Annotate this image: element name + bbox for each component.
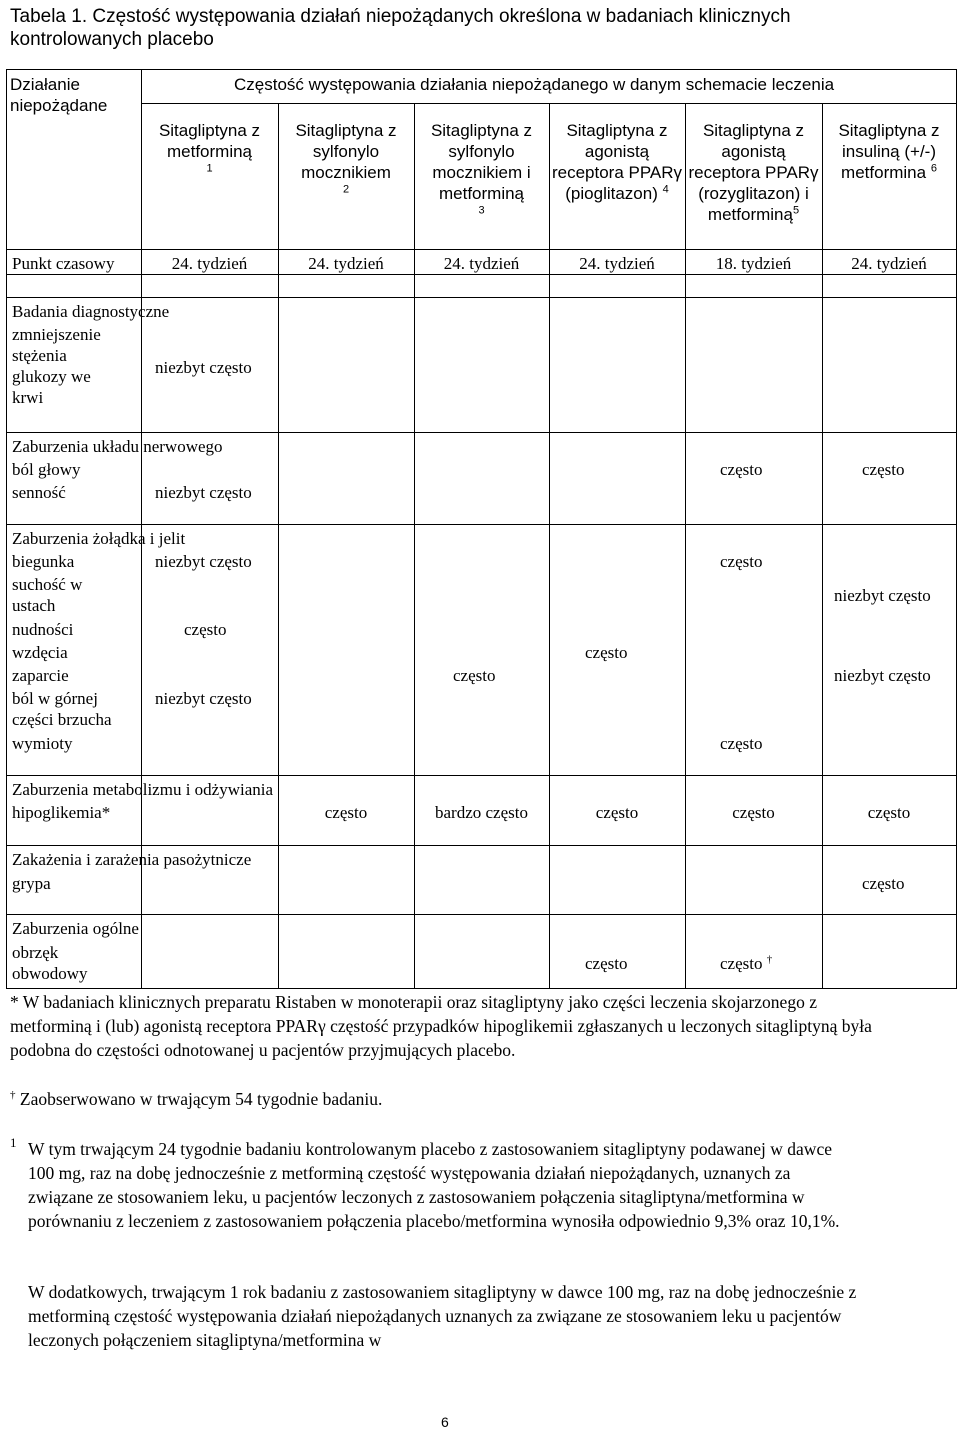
corner-header: Działanie niepożądane <box>10 75 108 115</box>
section-divider <box>6 297 956 298</box>
timepoint-cell: 18. tydzień <box>715 254 792 273</box>
cell-value: często <box>720 552 763 571</box>
cell-value: niezbyt często <box>155 689 252 708</box>
column-divider <box>278 103 279 989</box>
cell-value: niezbyt często <box>834 586 931 605</box>
section-title-nervous: Zaburzenia układu nerwowego <box>12 437 223 456</box>
page-number: 6 <box>441 1414 449 1430</box>
cell-value: niezbyt często <box>155 483 252 502</box>
timepoint-top-rule <box>6 249 956 250</box>
section-divider <box>6 524 956 525</box>
timepoint-cell: 24. tydzień <box>579 254 655 273</box>
timepoint-cell: 24. tydzień <box>443 254 520 273</box>
column-header-1: Sitagliptyna z metforminą $^1$ <box>158 121 261 175</box>
cell-value: często <box>720 460 763 479</box>
row-label-nausea: nudności <box>12 620 74 639</box>
row-label-diarrhea: biegunka <box>12 552 75 571</box>
row-label-edema: obrzęk obwodowy <box>12 943 88 983</box>
cell-value: często <box>867 803 911 822</box>
cell-value: często <box>720 734 763 753</box>
section-title-gi: Zaburzenia żołądka i jelit <box>12 529 186 548</box>
column-divider <box>6 69 7 989</box>
cell-value: często <box>585 643 628 662</box>
footnote-dagger: † Zaobserwowano w trwającym 54 tygodnie badaniu. <box>10 1089 383 1109</box>
cell-value: często <box>862 874 905 893</box>
cell-value: często <box>732 803 775 822</box>
table-bottom-border <box>6 988 956 989</box>
cell-value: często <box>184 620 227 639</box>
timepoint-cell: 24. tydzień <box>851 254 927 273</box>
row-label-vomiting: wymioty <box>12 734 73 753</box>
cell-value: niezbyt często <box>155 552 252 571</box>
row-label-hypoglycemia: hipoglikemia* <box>12 803 111 822</box>
footnote-hypoglycemia: * W badaniach klinicznych preparatu Ristaben w monoterapii oraz sitagliptyny jako części leczenia skojarzonego z metforminą i (lub) agonistą receptora PPARγ częstość przypadków hipoglikemii zgłaszanych u leczonych sitagliptyną była podobna do częstości odnotowanej u pacjentów przyjmujących placebo. <box>10 992 872 1060</box>
timepoint-label: Punkt czasowy <box>12 254 115 273</box>
row-label-flatulence: wzdęcia <box>12 643 68 662</box>
column-header-3: Sitagliptyna z sylfonylo mocznikiem i metforminą $^3$ <box>430 121 533 217</box>
section-title-general: Zaburzenia ogólne <box>12 919 139 938</box>
row-label-abdominal-pain: ból w górnej części brzucha <box>12 689 112 729</box>
timepoint-bottom-rule <box>6 274 956 275</box>
section-title-diagnostics: Badania diagnostyczne <box>12 302 170 321</box>
section-divider <box>6 914 956 915</box>
footnote-1-continuation: W dodatkowych, trwającym 1 rok badaniu z zastosowaniem sitagliptyny w dawce 100 mg, raz na dobę jednocześnie z metforminą częstość występowania działań niepożądanych uznanych za związane ze stosowaniem leku u pacjentów leczonych połączeniem sitagliptyna/metformina w <box>28 1282 857 1350</box>
column-divider <box>822 103 823 989</box>
cell-value: często † <box>720 953 773 973</box>
cell-value: niezbyt często <box>155 358 252 377</box>
cell-value: bardzo często <box>435 803 528 822</box>
cell-value: często <box>453 666 496 685</box>
cell-value: często <box>585 954 628 973</box>
column-header-2: Sitagliptyna z sylfonylo mocznikiem $^2$ <box>295 121 397 196</box>
column-divider <box>685 103 686 989</box>
column-header-6: Sitagliptyna z insuliną (+/-) metformina $^6$ <box>838 121 940 182</box>
row-label-glucose: zmniejszenie stężenia glukozy we krwi <box>12 325 101 407</box>
cell-value: często <box>324 803 368 822</box>
row-label-somnolence: senność <box>12 483 66 502</box>
dagger-mark: † <box>766 953 773 966</box>
timepoint-cell: 24. tydzień <box>308 254 384 273</box>
footnote-1-text: W tym trwającym 24 tygodnie badaniu kontrolowanym placebo z zastosowaniem sitagliptyny podawanej w dawce 100 mg, raz na dobę jednocześnie z metforminą częstość występowania działań niepożądanych, uznanych za związane ze stosowaniem leku, u pacjentów leczonych z zastosowaniem połączenia sitagliptyna/metformina w porównaniu z leczeniem z zastosowaniem połączenia placebo/metformina wynosiła odpowiednio 9,3% oraz 10,1%. <box>28 1139 840 1231</box>
span-header: Częstość występowania działania niepożądanego w danym schemacie leczenia <box>234 75 835 94</box>
row-label-constipation: zaparcie <box>12 666 69 685</box>
column-header-4: Sitagliptyna z agonistą receptora PPARγ (pioglitazon) $^4$ <box>551 121 683 203</box>
row-label-influenza: grypa <box>12 874 51 893</box>
section-title-infections: Zakażenia i zarażenia pasożytnicze <box>12 850 252 869</box>
column-divider <box>956 69 957 989</box>
row-label-headache: ból głowy <box>12 460 81 479</box>
column-divider <box>549 103 550 989</box>
section-title-metabolism: Zaburzenia metabolizmu i odżywiania <box>12 780 274 799</box>
table-top-border <box>6 69 956 70</box>
section-divider <box>6 432 956 433</box>
column-divider <box>414 103 415 989</box>
timepoint-cell: 24. tydzień <box>171 254 248 273</box>
column-header-5: Sitagliptyna z agonistą receptora PPARγ (rozyglitazon) i metforminą$^5$ <box>688 121 819 224</box>
row-label-dry-mouth: suchość w ustach <box>12 575 83 615</box>
footnote-1-mark: 1 <box>10 1135 17 1150</box>
section-divider <box>6 845 956 846</box>
section-divider <box>6 775 956 776</box>
cell-value: często <box>862 460 905 479</box>
table-caption: Tabela 1. Częstość występowania działań niepożądanych określona w badaniach klinicznych kontrolowanych placebo <box>10 6 791 50</box>
cell-value: niezbyt często <box>834 666 931 685</box>
cell-value: często <box>595 803 639 822</box>
